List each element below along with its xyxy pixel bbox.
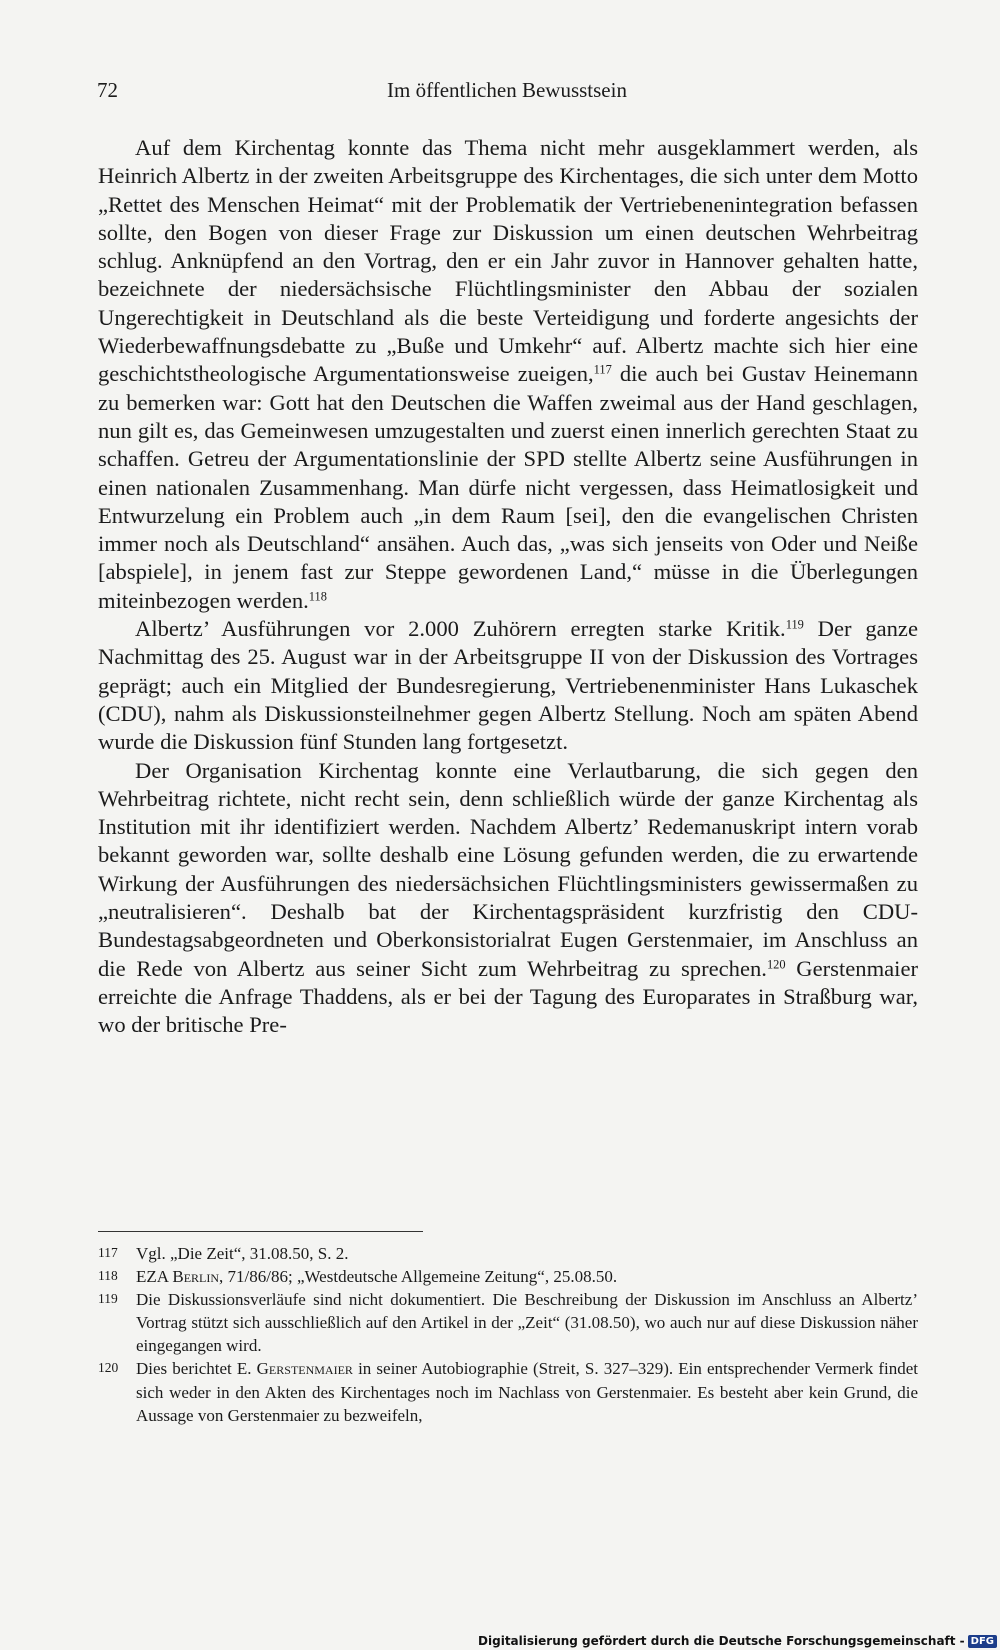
- footnote: 118 EZA Berlin, 71/86/86; „Westdeutsche Allgemeine Zeitung“, 25.08.50.: [98, 1265, 918, 1288]
- footnote: 117 Vgl. „Die Zeit“, 31.08.50, S. 2.: [98, 1242, 918, 1265]
- footnote-number: 118: [98, 1268, 118, 1284]
- footnote: 120 Dies berichtet E. Gerstenmaier in seiner Autobiographie (Streit, S. 327–329). Ein entsprechender Vermerk findet sich weder in den Akten des Kirchentages noch im Nachlass von Gerstenmaier. Es besteht aber kein Grund, die Aussage von Gerstenmaier zu bezweifeln,: [98, 1357, 918, 1426]
- paragraph: Der Organisation Kirchentag konnte eine Verlautbarung, die sich gegen den Wehrbeitrag richtete, nicht recht sein, denn schließlich würde der ganze Kirchentag als Institution mit ihr identifiziert werden. Nachdem Albertz’ Redemanuskript intern vorab bekannt geworden war, sollte deshalb eine Lösung gefunden werden, die zu erwartende Wirkung der Ausführungen des niedersächsichen Flüchtlingsministers gewissermaßen zu „neutralisieren“. Deshalb bat der Kirchentagspräsident kurzfristig den CDU-Bundestagsabgeordneten und Oberkonsistorialrat Eugen Gerstenmaier, im Anschluss an die Rede von Albertz aus seiner Sicht zum Wehrbeitrag zu sprechen.$^{120}$ Gerstenmaier erreichte die Anfrage Thaddens, als er bei der Tagung des Europarates in Straßburg war, wo der britische Pre-: [98, 757, 919, 1038]
- paragraph: Auf dem Kirchentag konnte das Thema nicht mehr ausgeklammert werden, als Heinrich Albertz in der zweiten Arbeitsgruppe des Kirchentages, die sich unter dem Motto „Rettet des Menschen Heimat“ mit der Problematik der Vertriebenenintegration befassen sollte, den Bogen von dieser Frage zur Diskussion um einen deutschen Wehrbeitrag schlug. Anknüpfend an den Vortrag, den er ein Jahr zuvor in Hannover gehalten hatte, bezeichnete der niedersächsische Flüchtlingsminister den Abbau der sozialen Ungerechtigkeit in Deutschland als die beste Verteidigung und forderte angesichts der Wiederbewaffnungsdebatte zu „Buße und Umkehr“ auf. Albertz machte sich hier eine geschichtstheologische Argumentationsweise zueigen,$^{117}$ die auch bei Gustav Heinemann zu bemerken war: Gott hat den Deutschen die Waffen zweimal aus der Hand geschlagen, nun gilt es, das Gemeinwesen umzugestalten und zuerst einen innerlich gerechten Staat zu schaffen. Getreu der Argumentationslinie der SPD stellte Albertz seine Ausführungen in einen nationalen Zusammenhang. Man dürfe nicht vergessen, dass Heimatlosigkeit und Entwurzelung ein Problem auch „in dem Raum [sei], den die evangelischen Christen immer noch als Deutschland“ ansähen. Auch das, „was sich jenseits von Oder und Neiße [abspiele], in jenem fast zur Steppe gewordenen Land,“ müsse in die Überlegungen miteinbezogen werden.$^{118}$: [98, 135, 919, 613]
- dfg-logo-icon: DFG: [968, 1635, 997, 1648]
- footnote-number: 119: [98, 1291, 118, 1307]
- dfg-credit[interactable]: [478, 1634, 997, 1648]
- main-text: [98, 134, 918, 1040]
- dfg-credit-text: Digitalisierung gefördert durch die Deutsche Forschungsgemeinschaft -: [478, 1634, 965, 1648]
- footnote-ref[interactable]: 120: [766, 957, 786, 972]
- footnote-ref[interactable]: 119: [785, 617, 804, 632]
- footnotes: [98, 1242, 918, 1427]
- footnote-ref[interactable]: 118: [308, 589, 327, 604]
- running-title: Im öffentlichen Bewusstsein: [387, 78, 627, 102]
- page-number: 72: [97, 78, 118, 102]
- footnote-divider: [98, 1231, 423, 1232]
- footnote-ref[interactable]: 117: [593, 362, 612, 377]
- paragraph: Albertz’ Ausführungen vor 2.000 Zuhörern erregten starke Kritik.$^{119}$ Der ganze Nachmittag des 25. August war in der Arbeitsgruppe II von der Diskussion des Vortrages geprägt; auch ein Mitglied der Bundesregierung, Vertriebenenminister Hans Lukaschek (CDU), nahm als Diskussionsteilnehmer gegen Albertz Stellung. Noch am späten Abend wurde die Diskussion fünf Stunden lang fortgesetzt.: [98, 616, 918, 755]
- footnote-number: 117: [98, 1245, 118, 1260]
- page-header: [97, 78, 917, 108]
- footnote-number: 120: [98, 1360, 119, 1376]
- footnote: 119 Die Diskussionsverläufe sind nicht dokumentiert. Die Beschreibung der Diskussion im Anschluss an Albertz’ Vortrag stützt sich ausschließlich auf den Artikel in der „Zeit“ (31.08.50), wo auch nur auf diese Diskussion näher eingegangen wird.: [98, 1288, 918, 1357]
